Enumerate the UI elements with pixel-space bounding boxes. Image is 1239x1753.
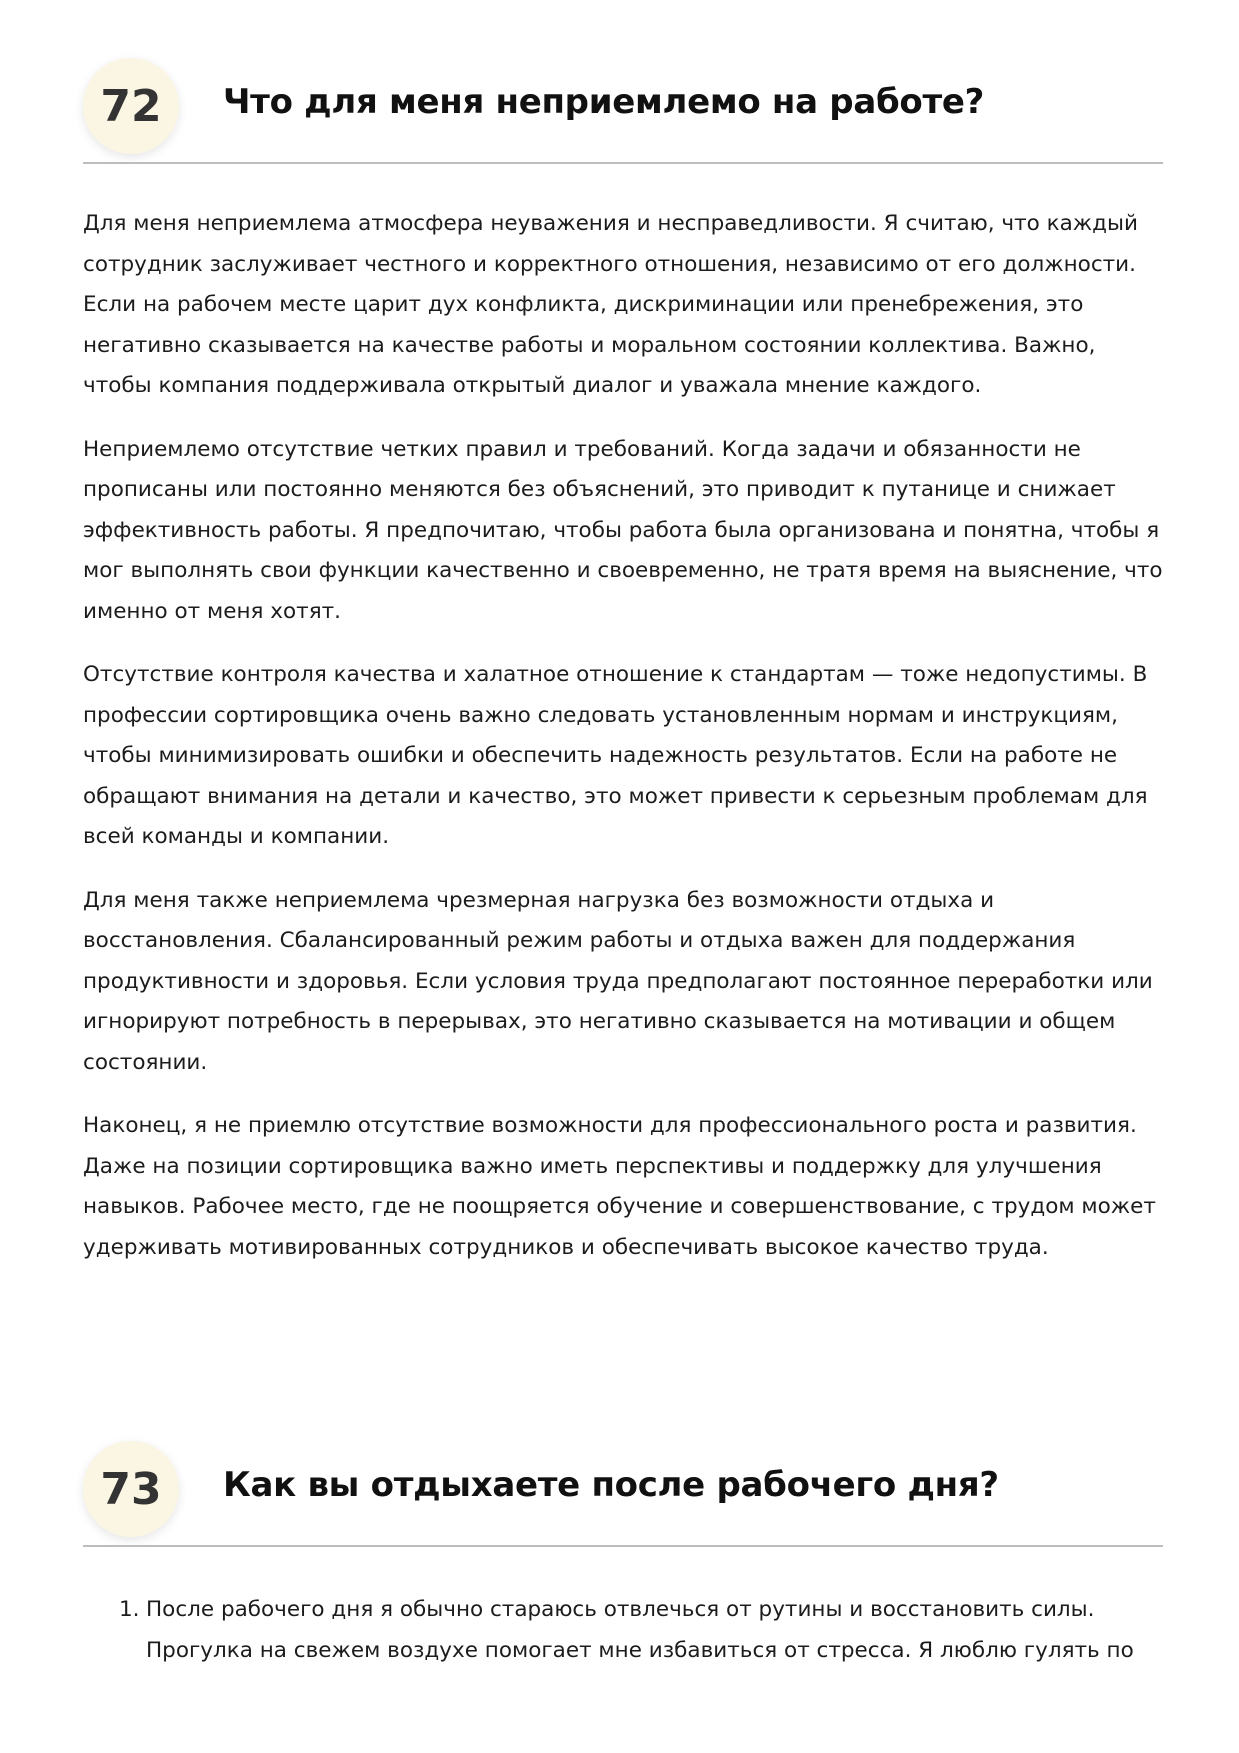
- list-item-number: 1.: [119, 1597, 140, 1622]
- question-number-badge: 72: [83, 58, 179, 154]
- list-item: [83, 1590, 1163, 1671]
- answer-list-73: [83, 1590, 1163, 1671]
- header-divider: [83, 1545, 1163, 1547]
- question-header-72: [83, 58, 1163, 168]
- list-item-text: После рабочего дня я обычно стараюсь отвлечься от рутины и восстановить силы. Прогулка на свежем воздухе помогает мне избавиться от стресса. Я люблю гулять по: [146, 1597, 1134, 1663]
- question-title: Как вы отдыхаете после рабочего дня?: [223, 1465, 999, 1505]
- answer-body-72: [83, 204, 1163, 1291]
- question-title: Что для меня неприемлемо на работе?: [223, 82, 985, 122]
- paragraph: Для меня также неприемлема чрезмерная нагрузка без возможности отдыха и восстановления. Сбалансированный режим работы и отдыха важен для поддержания продуктивности и здоровья. Если условия труда предполагают постоянное переработки или игнорируют потребность в перерывах, это негативно сказывается на мотивации и общем состоянии.: [83, 887, 1153, 1075]
- question-header-73: [83, 1441, 1163, 1551]
- question-number-badge: 73: [83, 1441, 179, 1537]
- paragraph: Наконец, я не приемлю отсутствие возможности для профессионального роста и развития. Даже на позиции сортировщика важно иметь перспективы и поддержку для улучшения навыков. Рабочее место, где не поощряется обучение и совершенствование, с трудом может удерживать мотивированных сотрудников и обеспечивать высокое качество труда.: [83, 1113, 1156, 1260]
- header-divider: [83, 162, 1163, 164]
- paragraph: Неприемлемо отсутствие четких правил и требований. Когда задачи и обязанности не прописаны или постоянно меняются без объяснений, это приводит к путанице и снижает эффективность работы. Я предпочитаю, чтобы работа была организована и понятна, чтобы я мог выполнять свои функции качественно и своевременно, не тратя время на выяснение, что именно от меня хотят.: [83, 436, 1163, 624]
- paragraph: Для меня неприемлема атмосфера неуважения и несправедливости. Я считаю, что каждый сотрудник заслуживает честного и корректного отношения, независимо от его должности. Если на рабочем месте царит дух конфликта, дискриминации или пренебрежения, это негативно сказывается на качестве работы и моральном состоянии коллектива. Важно, чтобы компания поддерживала открытый диалог и уважала мнение каждого.: [83, 211, 1138, 398]
- paragraph: Отсутствие контроля качества и халатное отношение к стандартам — тоже недопустимы. В профессии сортировщика очень важно следовать установленным нормам и инструкциям, чтобы минимизировать ошибки и обеспечить надежность результатов. Если на работе не обращают внимания на детали и качество, это может привести к серьезным проблемам для всей команды и компании.: [83, 662, 1148, 849]
